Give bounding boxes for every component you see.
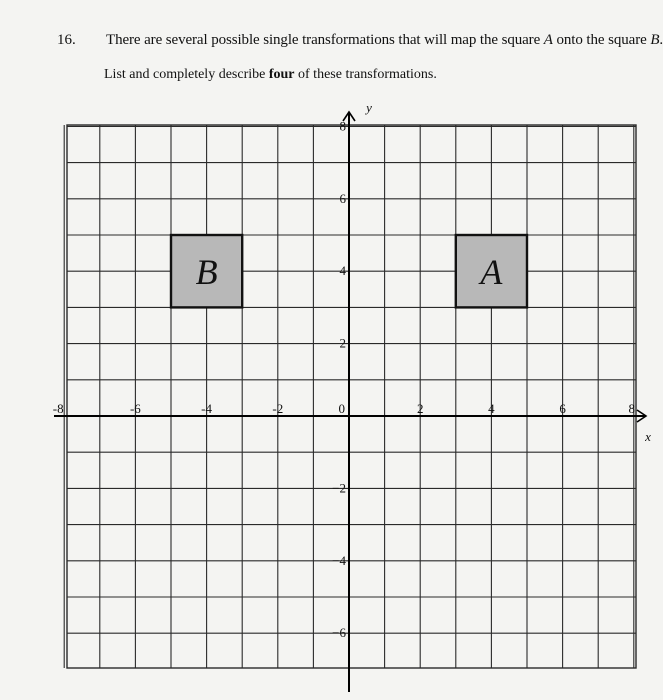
y-tick-label: 8 (339, 118, 346, 134)
y-tick-label: 2 (339, 335, 346, 351)
x-tick-label: 6 (559, 401, 566, 416)
instruction-before: List and completely describe (104, 67, 269, 82)
x-axis-label: x (645, 429, 651, 444)
y-tick-label: −2 (332, 480, 346, 496)
square-a-ref: A (543, 32, 553, 48)
x-tick-label: -4 (201, 401, 213, 416)
y-tick-label: 4 (339, 263, 346, 279)
x-tick-label: 8 (628, 401, 636, 416)
y-tick-label: −4 (332, 552, 346, 568)
square-a (456, 235, 527, 307)
origin-label: 0 (338, 401, 345, 416)
y-axis-label: y (366, 100, 372, 115)
question-text-before: There are several possible single transformations that will map the square (106, 32, 544, 48)
x-tick-label: -2 (272, 401, 284, 416)
y-tick-label: −6 (332, 625, 346, 641)
square-b (171, 235, 242, 307)
grid-frame (67, 125, 636, 668)
question-text-middle: onto the square (552, 32, 651, 48)
square-a-label: A (480, 252, 503, 293)
x-tick-label: -8 (52, 401, 64, 416)
x-tick-label: -6 (129, 401, 141, 416)
square-b-ref: B (650, 32, 660, 48)
question-number: 16. (57, 32, 76, 48)
y-tick-label: 6 (339, 190, 346, 206)
question-text-end: . (659, 32, 663, 48)
square-b-label: B (195, 252, 218, 293)
x-tick-label: 2 (416, 401, 424, 416)
instruction-after: of these transformations. (294, 67, 437, 82)
instruction-bold: four (268, 67, 295, 82)
x-tick-label: 4 (488, 401, 495, 416)
